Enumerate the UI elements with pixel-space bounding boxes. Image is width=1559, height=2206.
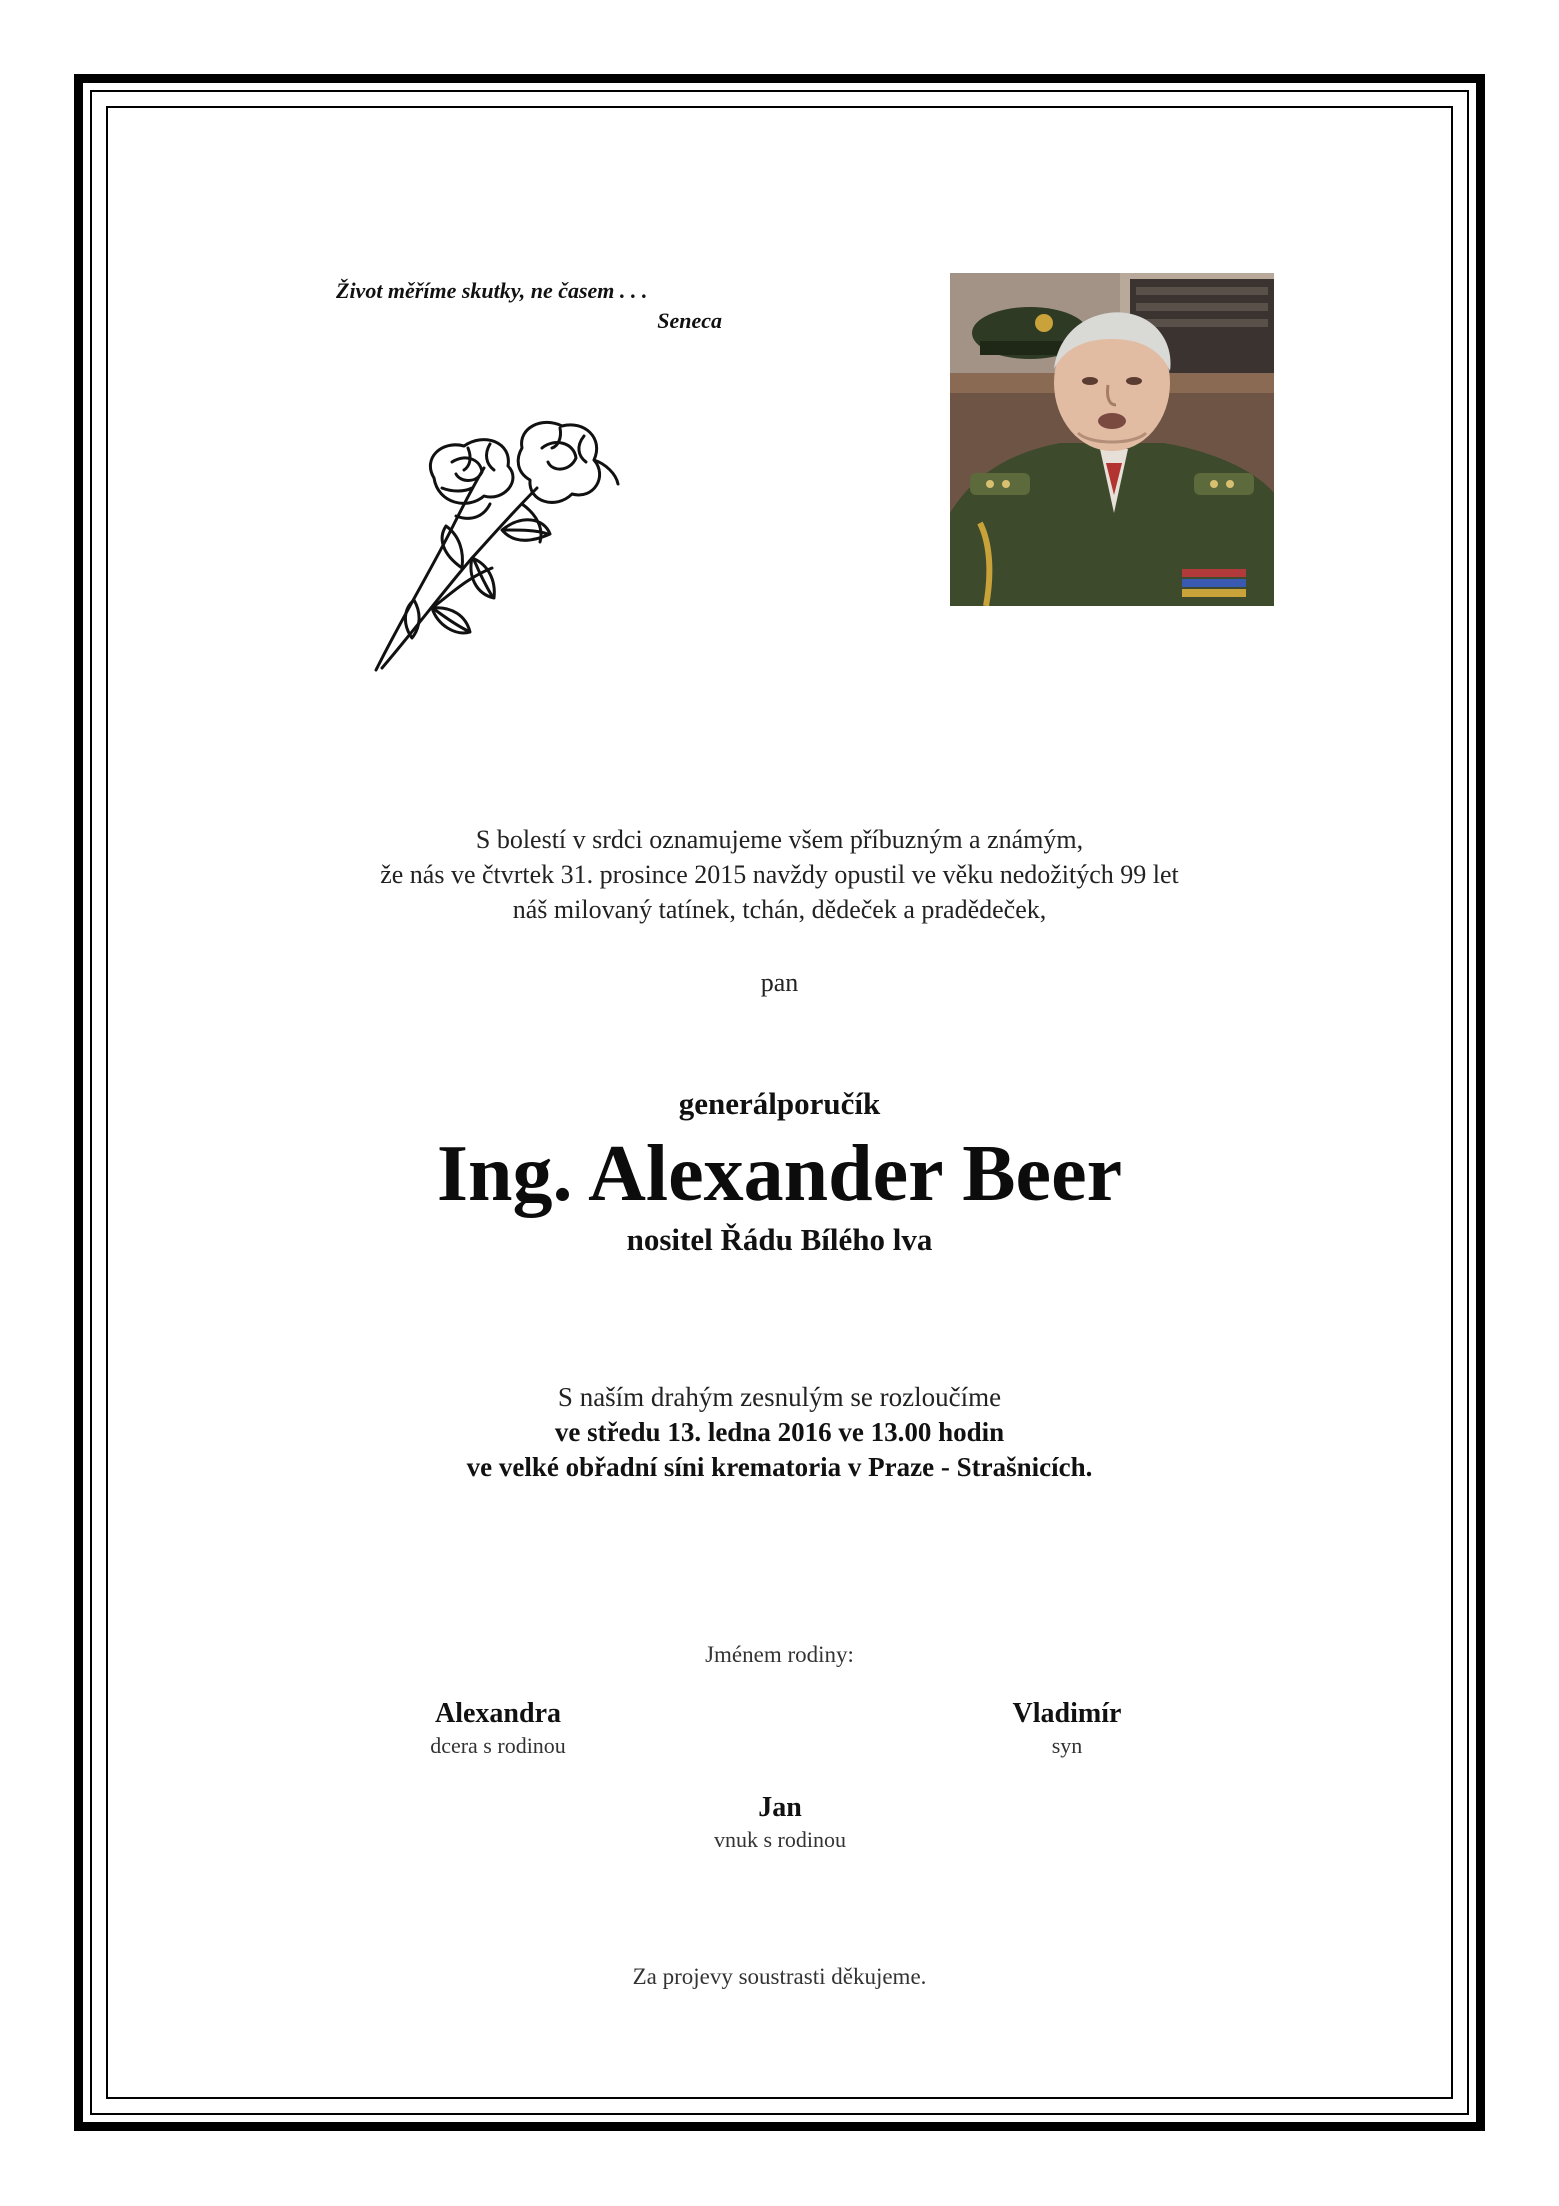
quote-author: Seneca bbox=[657, 308, 722, 333]
family-member-name: Alexandra bbox=[435, 1698, 561, 1729]
salutation-pan: pan bbox=[760, 968, 799, 997]
family-member-role: syn bbox=[1051, 1733, 1083, 1758]
farewell-block bbox=[106, 1380, 1453, 1485]
family-member-role: dcera s rodinou bbox=[430, 1733, 566, 1758]
quote-block bbox=[336, 276, 726, 336]
deceased-rank: generálporučík bbox=[678, 1086, 881, 1121]
quote-text: Život měříme skutky, ne časem . . . bbox=[336, 278, 648, 303]
family-member-name: Jan bbox=[758, 1792, 802, 1823]
deceased-honor: nositel Řádu Bílého lva bbox=[626, 1222, 933, 1257]
farewell-line: S naším drahým zesnulým se rozloučíme bbox=[557, 1382, 1002, 1412]
family-member bbox=[580, 1791, 980, 1855]
portrait-photo-icon bbox=[950, 273, 1274, 606]
announcement-line: náš milovaný tatínek, tchán, dědeček a pradědeček, bbox=[512, 895, 1047, 924]
farewell-date: ve středu 13. ledna 2016 ve 13.00 hodin bbox=[554, 1417, 1005, 1447]
announcement-line: že nás ve čtvrtek 31. prosince 2015 navždy opustil ve věku nedožitých 99 let bbox=[380, 860, 1179, 889]
farewell-place: ve velké obřadní síni krematoria v Praze - Strašnicích. bbox=[466, 1452, 1093, 1482]
family-member bbox=[298, 1697, 698, 1761]
thanks-line: Za projevy soustrasti děkujeme. bbox=[632, 1964, 927, 1989]
announcement bbox=[106, 822, 1453, 927]
family-label: Jménem rodiny: bbox=[705, 1642, 854, 1667]
rose-icon bbox=[372, 418, 622, 674]
announcement-line: S bolestí v srdci oznamujeme všem příbuzným a známým, bbox=[475, 825, 1084, 854]
family-member-name: Vladimír bbox=[1012, 1698, 1122, 1729]
deceased-name: Ing. Alexander Beer bbox=[436, 1130, 1123, 1218]
family-member bbox=[867, 1697, 1267, 1761]
family-member-role: vnuk s rodinou bbox=[714, 1827, 846, 1852]
